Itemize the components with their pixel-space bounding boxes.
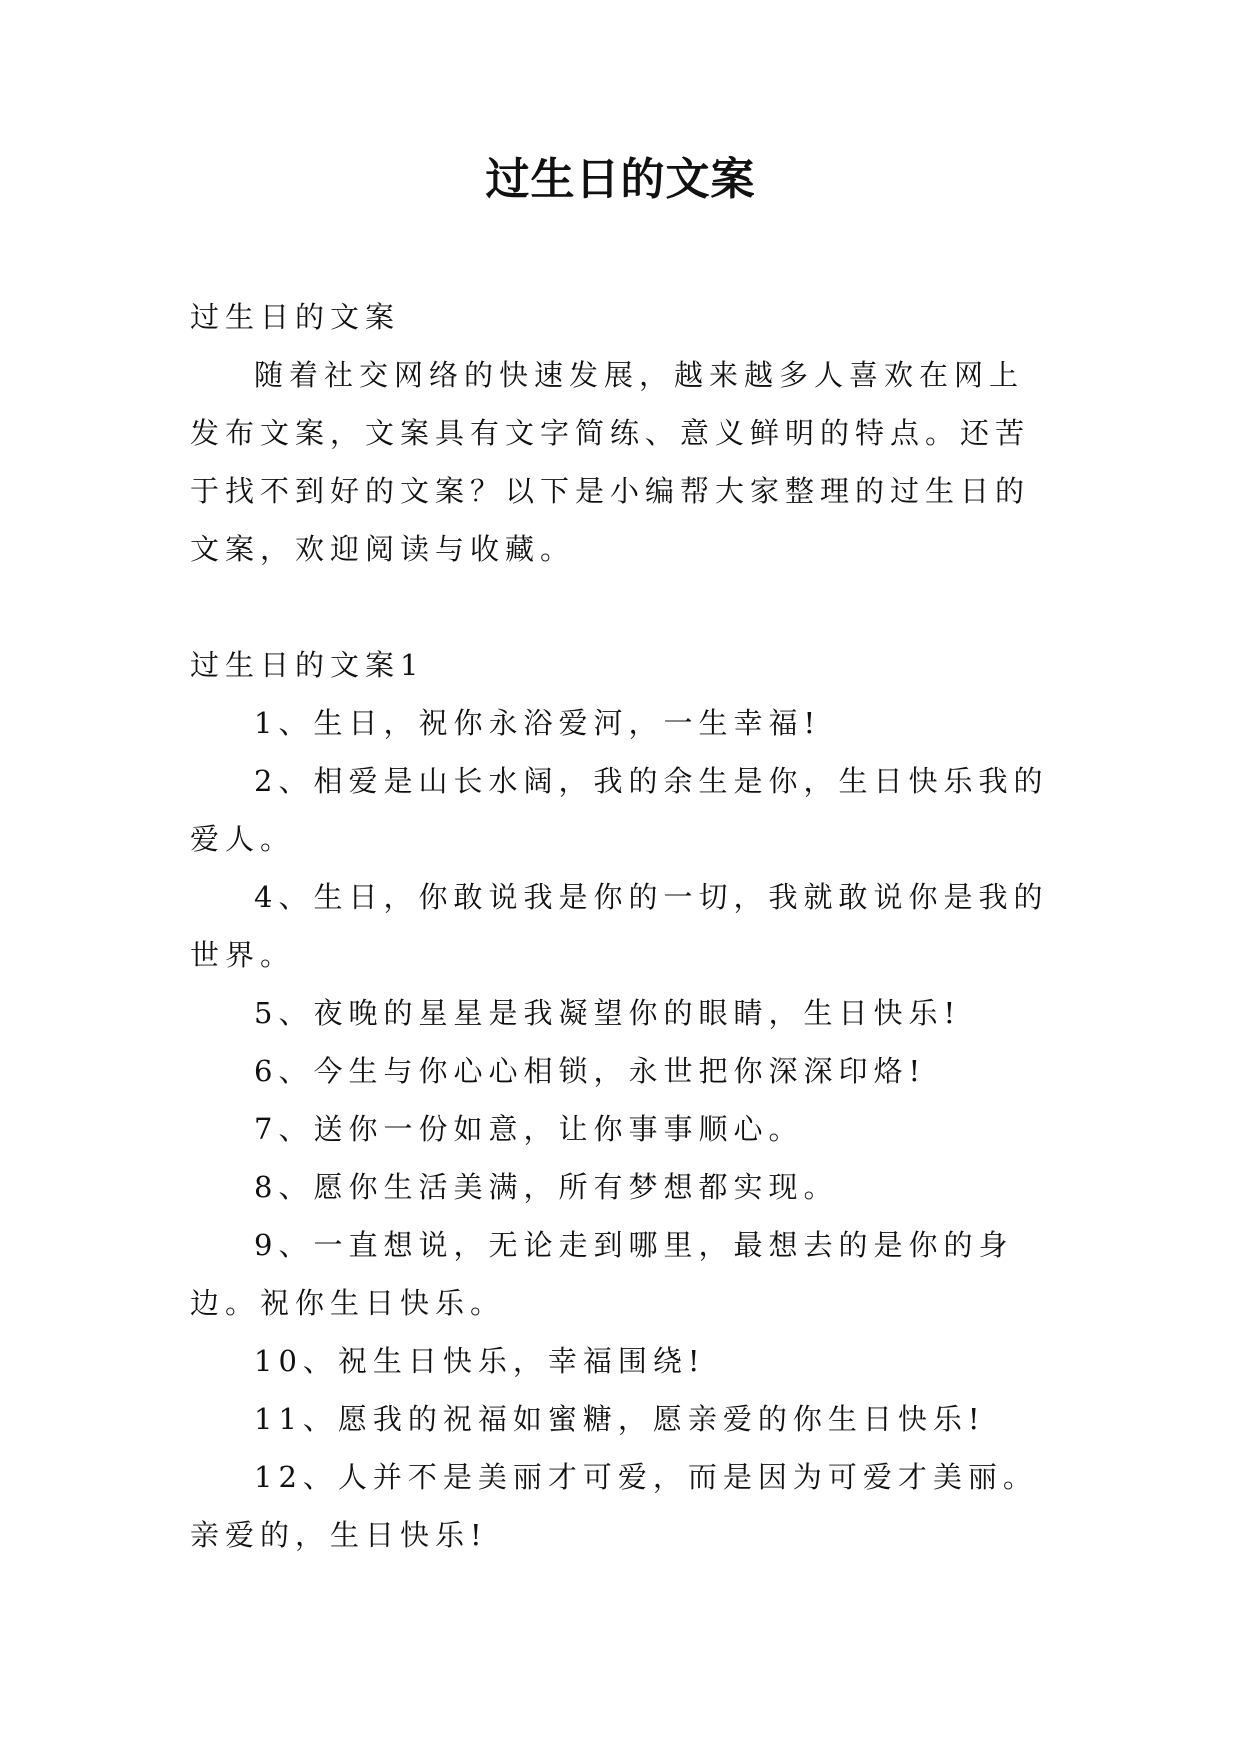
- list-item: 2、相爱是山长水阔，我的余生是你，生日快乐我的爱人。: [190, 764, 1049, 856]
- list-item: 4、生日，你敢说我是你的一切，我就敢说你是我的世界。: [190, 880, 1049, 972]
- list-item: 10、祝生日快乐，幸福围绕!: [254, 1344, 706, 1378]
- list-item: 6、今生与你心心相锁，永世把你深深印烙!: [254, 1054, 927, 1088]
- section-heading: 过生日的文案1: [190, 648, 425, 682]
- document-subtitle: 过生日的文案: [190, 300, 401, 334]
- list-item: 5、夜晚的星星是我凝望你的眼睛，生日快乐!: [254, 996, 962, 1030]
- paragraph-spacer: [190, 578, 1050, 636]
- document-title: 过生日的文案: [485, 154, 756, 205]
- intro-paragraph: 随着社交网络的快速发展，越来越多人喜欢在网上发布文案，文案具有文字简练、意义鲜明的特点。还苦于找不到好的文案？以下是小编帮大家整理的过生日的文案，欢迎阅读与收藏。: [190, 358, 1031, 566]
- list-item: 8、愿你生活美满，所有梦想都实现。: [254, 1170, 839, 1204]
- list-item: 12、人并不是美丽才可爱，而是因为可爱才美丽。亲爱的，生日快乐!: [190, 1460, 1038, 1552]
- list-item: 11、愿我的祝福如蜜糖，愿亲爱的你生日快乐!: [254, 1402, 986, 1436]
- list-item: 7、送你一份如意，让你事事顺心。: [254, 1112, 804, 1146]
- document-body: [190, 288, 1050, 1564]
- list-item: 1、生日，祝你永浴爱河，一生幸福!: [254, 706, 822, 740]
- list-item: 9、一直想说，无论走到哪里，最想去的是你的身边。祝你生日快乐。: [190, 1228, 1014, 1320]
